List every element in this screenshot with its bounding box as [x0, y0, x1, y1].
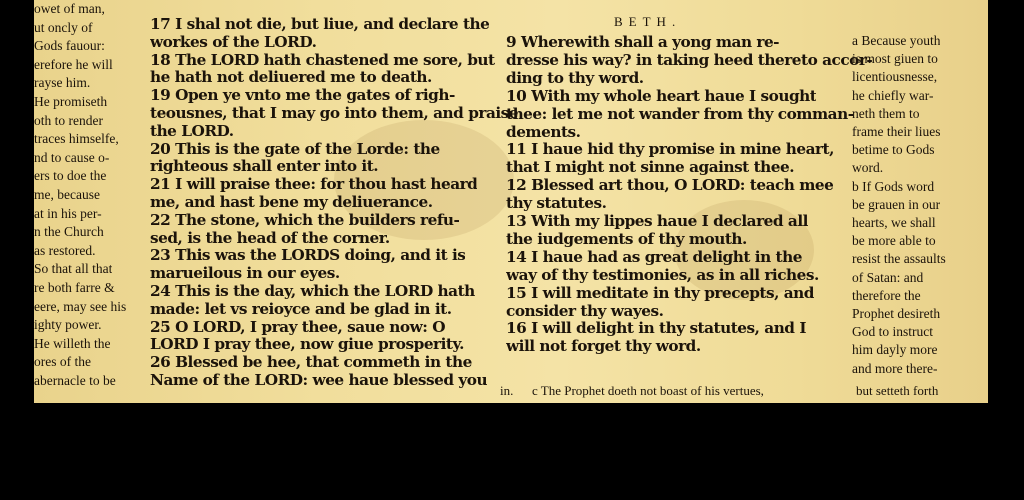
text-line: nd to cause o-: [34, 149, 110, 165]
text-line: 21 I will praise thee: for thou hast heard: [150, 175, 478, 194]
text-line: owet of man,: [34, 1, 105, 16]
text-line: So that all that: [34, 261, 113, 277]
text-line: 25 O LORD, I pray thee, saue now: O: [150, 317, 446, 336]
text-line: frame their liues: [852, 124, 941, 139]
text-line: neth them to: [852, 105, 920, 121]
footnote-fragment: in.: [500, 383, 514, 398]
text-line: hearts, we shall: [852, 215, 936, 230]
text-line: word.: [852, 160, 884, 176]
text-line: be more able to: [852, 233, 936, 249]
text-line: resist the assaults: [852, 251, 946, 267]
text-line: abernacle to be: [34, 373, 116, 388]
text-line: the iudgements of thy mouth.: [506, 229, 747, 248]
text-line: ores of the: [34, 354, 91, 370]
text-line: 16 I will delight in thy statutes, and I: [506, 319, 806, 338]
text-line: 22 The stone, which the builders refu-: [150, 210, 460, 229]
text-line: the LORD.: [150, 121, 234, 140]
text-line: he chiefly war-: [852, 87, 934, 103]
text-line: 9 Wherewith shall a yong man re-: [506, 33, 780, 51]
text-line: he hath not deliuered me to death.: [150, 68, 432, 87]
text-line: a Because youth: [852, 33, 941, 48]
text-line: 26 Blessed be hee, that commeth in the: [150, 353, 472, 372]
text-line: erefore he will: [34, 56, 113, 72]
text-line: betime to Gods: [852, 142, 935, 158]
text-line: licentiousnesse,: [852, 69, 938, 85]
text-line: marueilous in our eyes.: [150, 264, 340, 283]
text-line: Gods fauour:: [34, 38, 105, 54]
text-line: God to instruct: [852, 324, 933, 340]
text-line: me, and hast bene my deliuerance.: [150, 193, 433, 211]
text-line: be grauen in our: [852, 196, 941, 212]
footnote-text: c The Prophet doeth not boast of his vertues,: [532, 383, 764, 398]
text-line: 10 With my whole heart haue I sought: [506, 86, 817, 105]
text-line: of Satan: and: [852, 269, 924, 285]
text-line: n the Church: [34, 224, 104, 240]
text-line: righteous shall enter into it.: [150, 157, 379, 176]
text-line: 19 Open ye vnto me the gates of righ-: [150, 86, 455, 105]
text-line: that I might not sinne against thee.: [506, 158, 795, 177]
text-line: him dayly more: [852, 342, 938, 358]
text-line: He promiseth: [34, 94, 108, 109]
text-line: ut oncly of: [34, 19, 93, 35]
text-line: b If Gods word: [852, 178, 935, 194]
text-line: sed, is the head of the corner.: [150, 228, 390, 247]
text-line: me, because: [34, 187, 100, 202]
text-line: will not forget thy word.: [506, 337, 701, 356]
text-line: 11 I haue hid thy promise in mine heart,: [506, 140, 834, 159]
text-line: way of thy testimonies, as in all riches.: [506, 265, 819, 284]
text-line: 20 This is the gate of the Lorde: the: [150, 139, 440, 158]
text-line: 13 With my lippes haue I declared all: [506, 212, 808, 230]
text-line: oth to render: [34, 112, 103, 128]
text-line: at in his per-: [34, 205, 102, 221]
text-line: traces himselfe,: [34, 131, 119, 147]
text-line: rayse him.: [34, 75, 91, 91]
text-line: and more there-: [852, 360, 938, 376]
text-line: Name of the LORD: wee haue blessed you: [150, 371, 488, 389]
text-line: ighty power.: [34, 317, 102, 333]
text-line: ers to doe the: [34, 168, 107, 184]
text-line: 24 This is the day, which the LORD hath: [150, 282, 475, 300]
text-line: 15 I will meditate in thy precepts, and: [506, 283, 814, 302]
text-line: dements.: [506, 122, 581, 141]
text-line: re both farre &: [34, 280, 115, 295]
text-line: LORD I pray thee, now giue prosperity.: [150, 335, 464, 354]
text-line: eere, may see his: [34, 298, 127, 314]
text-line: thy statutes.: [506, 194, 607, 213]
text-line: He willeth the: [34, 335, 111, 351]
text-line: teousnes, that I may go into them, and praise: [150, 104, 519, 122]
text-line: is most giuen to: [852, 51, 938, 67]
text-line: consider thy wayes.: [506, 301, 664, 320]
scanned-page: [34, 0, 988, 403]
text-line: Prophet desireth: [852, 306, 941, 321]
text-line: 14 I haue had as great delight in the: [506, 247, 802, 266]
section-header: BETH.: [614, 14, 682, 29]
text-line: 23 This was the LORDS doing, and it is: [150, 246, 466, 265]
text-line: dresse his way? in taking heed thereto accor-: [506, 50, 873, 69]
text-line: made: let vs reioyce and be glad in it.: [150, 299, 452, 318]
text-line: thee: let me not wander from thy comman-: [506, 104, 854, 123]
text-line: 18 The LORD hath chastened me sore, but: [150, 50, 495, 69]
text-line: therefore the: [852, 287, 921, 303]
text-line: 12 Blessed art thou, O LORD: teach mee: [506, 176, 834, 195]
text-line: 17 I shal not die, but liue, and declare the: [150, 15, 490, 33]
footnote-text-right: but setteth forth: [856, 383, 939, 398]
text-line: workes of the LORD.: [150, 32, 317, 51]
text-line: ding to thy word.: [506, 68, 644, 87]
text-line: as restored.: [34, 242, 96, 258]
